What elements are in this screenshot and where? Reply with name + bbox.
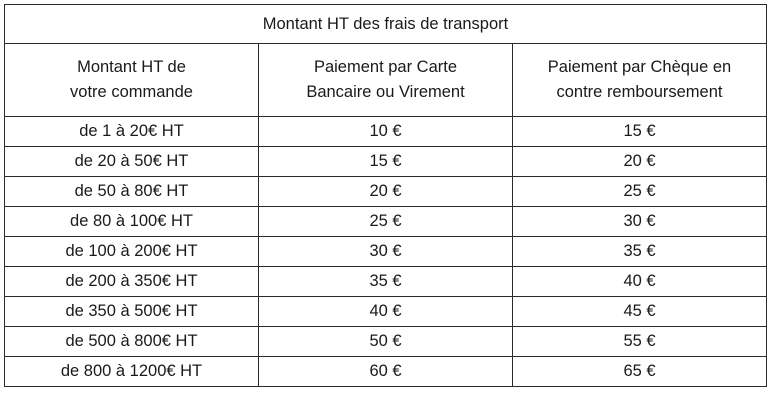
column-header-order-amount bbox=[5, 44, 259, 117]
card-transfer-fee-cell: 20 € bbox=[259, 177, 513, 207]
cheque-fee-cell: 15 € bbox=[513, 117, 767, 147]
cheque-fee-cell: 55 € bbox=[513, 327, 767, 357]
table-row bbox=[5, 177, 767, 207]
card-transfer-fee-cell: 40 € bbox=[259, 297, 513, 327]
column-header-card-transfer bbox=[259, 44, 513, 117]
shipping-fees-table bbox=[4, 4, 767, 387]
table-row bbox=[5, 357, 767, 387]
order-amount-cell: de 350 à 500€ HT bbox=[5, 297, 259, 327]
order-amount-cell: de 200 à 350€ HT bbox=[5, 267, 259, 297]
cheque-fee-cell: 20 € bbox=[513, 147, 767, 177]
cheque-fee-cell: 65 € bbox=[513, 357, 767, 387]
cheque-fee-cell: 40 € bbox=[513, 267, 767, 297]
column-header-cheque-cod bbox=[513, 44, 767, 117]
table-row bbox=[5, 327, 767, 357]
card-transfer-fee-cell: 10 € bbox=[259, 117, 513, 147]
order-amount-cell: de 80 à 100€ HT bbox=[5, 207, 259, 237]
order-amount-cell: de 100 à 200€ HT bbox=[5, 237, 259, 267]
table-row bbox=[5, 147, 767, 177]
card-transfer-fee-cell: 15 € bbox=[259, 147, 513, 177]
shipping-fees-table-container bbox=[4, 4, 767, 387]
table-row bbox=[5, 297, 767, 327]
card-transfer-fee-cell: 60 € bbox=[259, 357, 513, 387]
card-transfer-fee-cell: 50 € bbox=[259, 327, 513, 357]
table-header-row bbox=[5, 44, 767, 117]
table-body bbox=[5, 117, 767, 387]
table-row bbox=[5, 267, 767, 297]
card-transfer-fee-cell: 25 € bbox=[259, 207, 513, 237]
column-header-label: Paiement par Chèque en contre remboursement bbox=[547, 58, 732, 101]
order-amount-cell: de 20 à 50€ HT bbox=[5, 147, 259, 177]
card-transfer-fee-cell: 30 € bbox=[259, 237, 513, 267]
card-transfer-fee-cell: 35 € bbox=[259, 267, 513, 297]
cheque-fee-cell: 35 € bbox=[513, 237, 767, 267]
table-title-row bbox=[5, 5, 767, 44]
table-row bbox=[5, 117, 767, 147]
column-header-label: Paiement par Carte Bancaire ou Virement bbox=[306, 58, 465, 101]
cheque-fee-cell: 30 € bbox=[513, 207, 767, 237]
order-amount-cell: de 500 à 800€ HT bbox=[5, 327, 259, 357]
column-header-label: Montant HT de votre commande bbox=[70, 58, 193, 101]
order-amount-cell: de 1 à 20€ HT bbox=[5, 117, 259, 147]
order-amount-cell: de 50 à 80€ HT bbox=[5, 177, 259, 207]
order-amount-cell: de 800 à 1200€ HT bbox=[5, 357, 259, 387]
cheque-fee-cell: 25 € bbox=[513, 177, 767, 207]
table-title: Montant HT des frais de transport bbox=[5, 5, 767, 44]
table-row bbox=[5, 207, 767, 237]
cheque-fee-cell: 45 € bbox=[513, 297, 767, 327]
table-row bbox=[5, 237, 767, 267]
